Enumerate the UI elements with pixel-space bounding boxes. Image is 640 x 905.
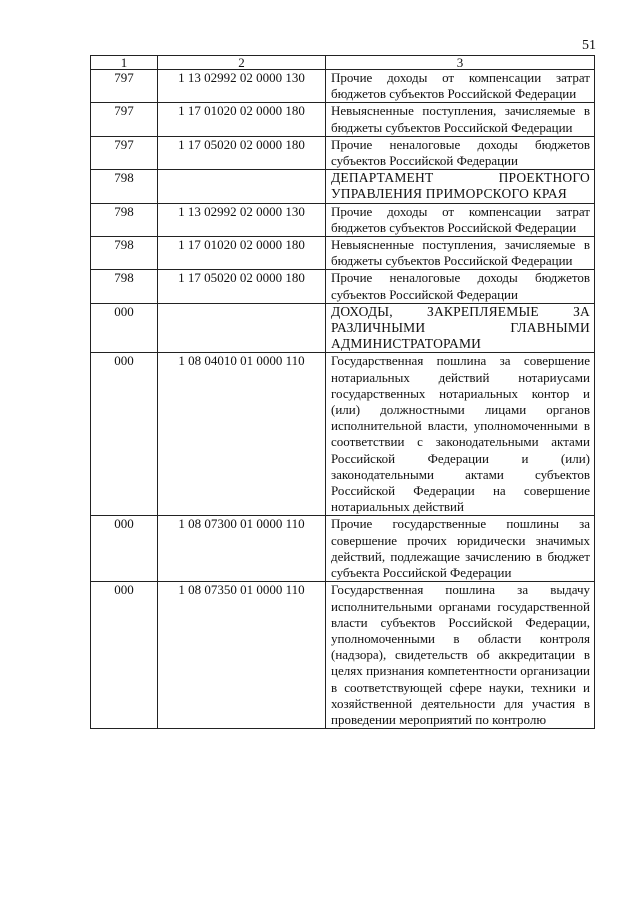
kbk-code-cell: 1 08 07350 01 0000 110 [158, 582, 326, 729]
table-row-section-header [91, 170, 595, 203]
table-row [91, 203, 595, 236]
admin-code-cell: 797 [91, 136, 158, 169]
revenue-name-cell: Прочие доходы от компенсации затрат бюджетов субъектов Российской Федерации [326, 70, 595, 103]
kbk-code-cell: 1 17 01020 02 0000 180 [158, 237, 326, 270]
revenue-name-cell: Прочие государственные пошлины за совершение прочих юридически значимых действий, подлежащие зачислению в бюджет субъекта Российской Федерации [326, 516, 595, 582]
section-title-cell: ДОХОДЫ, ЗАКРЕПЛЯЕМЫЕ ЗА РАЗЛИЧНЫМИ ГЛАВНЫМИ АДМИНИСТРАТОРАМИ [326, 303, 595, 353]
revenue-name-cell: Прочие неналоговые доходы бюджетов субъектов Российской Федерации [326, 270, 595, 303]
revenue-name-cell: Невыясненные поступления, зачисляемые в бюджеты субъектов Российской Федерации [326, 237, 595, 270]
page-number: 51 [582, 38, 596, 53]
kbk-code-cell: 1 17 01020 02 0000 180 [158, 103, 326, 136]
header-col-3: 3 [326, 56, 595, 70]
revenue-name-cell: Прочие доходы от компенсации затрат бюджетов субъектов Российской Федерации [326, 203, 595, 236]
revenue-name-cell: Невыясненные поступления, зачисляемые в бюджеты субъектов Российской Федерации [326, 103, 595, 136]
admin-code-cell: 797 [91, 70, 158, 103]
revenue-name-cell: Прочие неналоговые доходы бюджетов субъектов Российской Федерации [326, 136, 595, 169]
table-row [91, 516, 595, 582]
admin-code-cell: 797 [91, 103, 158, 136]
kbk-code-cell: 1 17 05020 02 0000 180 [158, 136, 326, 169]
table-row [91, 270, 595, 303]
header-row [91, 56, 595, 70]
table-row [91, 582, 595, 729]
kbk-code-cell [158, 303, 326, 353]
table-row-section-header [91, 303, 595, 353]
kbk-code-cell: 1 13 02992 02 0000 130 [158, 203, 326, 236]
header-col-2: 2 [158, 56, 326, 70]
section-title-cell: ДЕПАРТАМЕНТ ПРОЕКТНОГО УПРАВЛЕНИЯ ПРИМОРСКОГО КРАЯ [326, 170, 595, 203]
kbk-code-cell: 1 08 04010 01 0000 110 [158, 353, 326, 516]
table-row [91, 136, 595, 169]
table-row [91, 353, 595, 516]
table-row [91, 70, 595, 103]
admin-code-cell: 000 [91, 582, 158, 729]
table-row [91, 103, 595, 136]
admin-code-cell: 798 [91, 203, 158, 236]
admin-code-cell: 000 [91, 353, 158, 516]
admin-code-cell: 798 [91, 237, 158, 270]
kbk-code-cell [158, 170, 326, 203]
revenue-name-cell: Государственная пошлина за выдачу исполнительными органами государственной власти субъектов Российской Федерации, уполномоченными в области контроля (надзора), свидетельств об аккредитации в целях признания компетентности организации в соответствующей сфере науки, техники и хозяйственной деятельности для участия в проведении мероприятий по контролю [326, 582, 595, 729]
header-col-1: 1 [91, 56, 158, 70]
kbk-code-cell: 1 17 05020 02 0000 180 [158, 270, 326, 303]
admin-code-cell: 798 [91, 270, 158, 303]
kbk-code-cell: 1 13 02992 02 0000 130 [158, 70, 326, 103]
admin-code-cell: 798 [91, 170, 158, 203]
admin-code-cell: 000 [91, 303, 158, 353]
kbk-code-cell: 1 08 07300 01 0000 110 [158, 516, 326, 582]
admin-code-cell: 000 [91, 516, 158, 582]
revenue-classification-table [90, 55, 595, 729]
revenue-name-cell: Государственная пошлина за совершение нотариальных действий нотариусами государственных нотариальных контор и (или) должностными лицами органов исполнительной власти, уполномоченными в соответствии с законодательными актами Российской Федерации и (или) законодательными актами субъектов Российской Федерации на совершение нотариальных действий [326, 353, 595, 516]
table-row [91, 237, 595, 270]
